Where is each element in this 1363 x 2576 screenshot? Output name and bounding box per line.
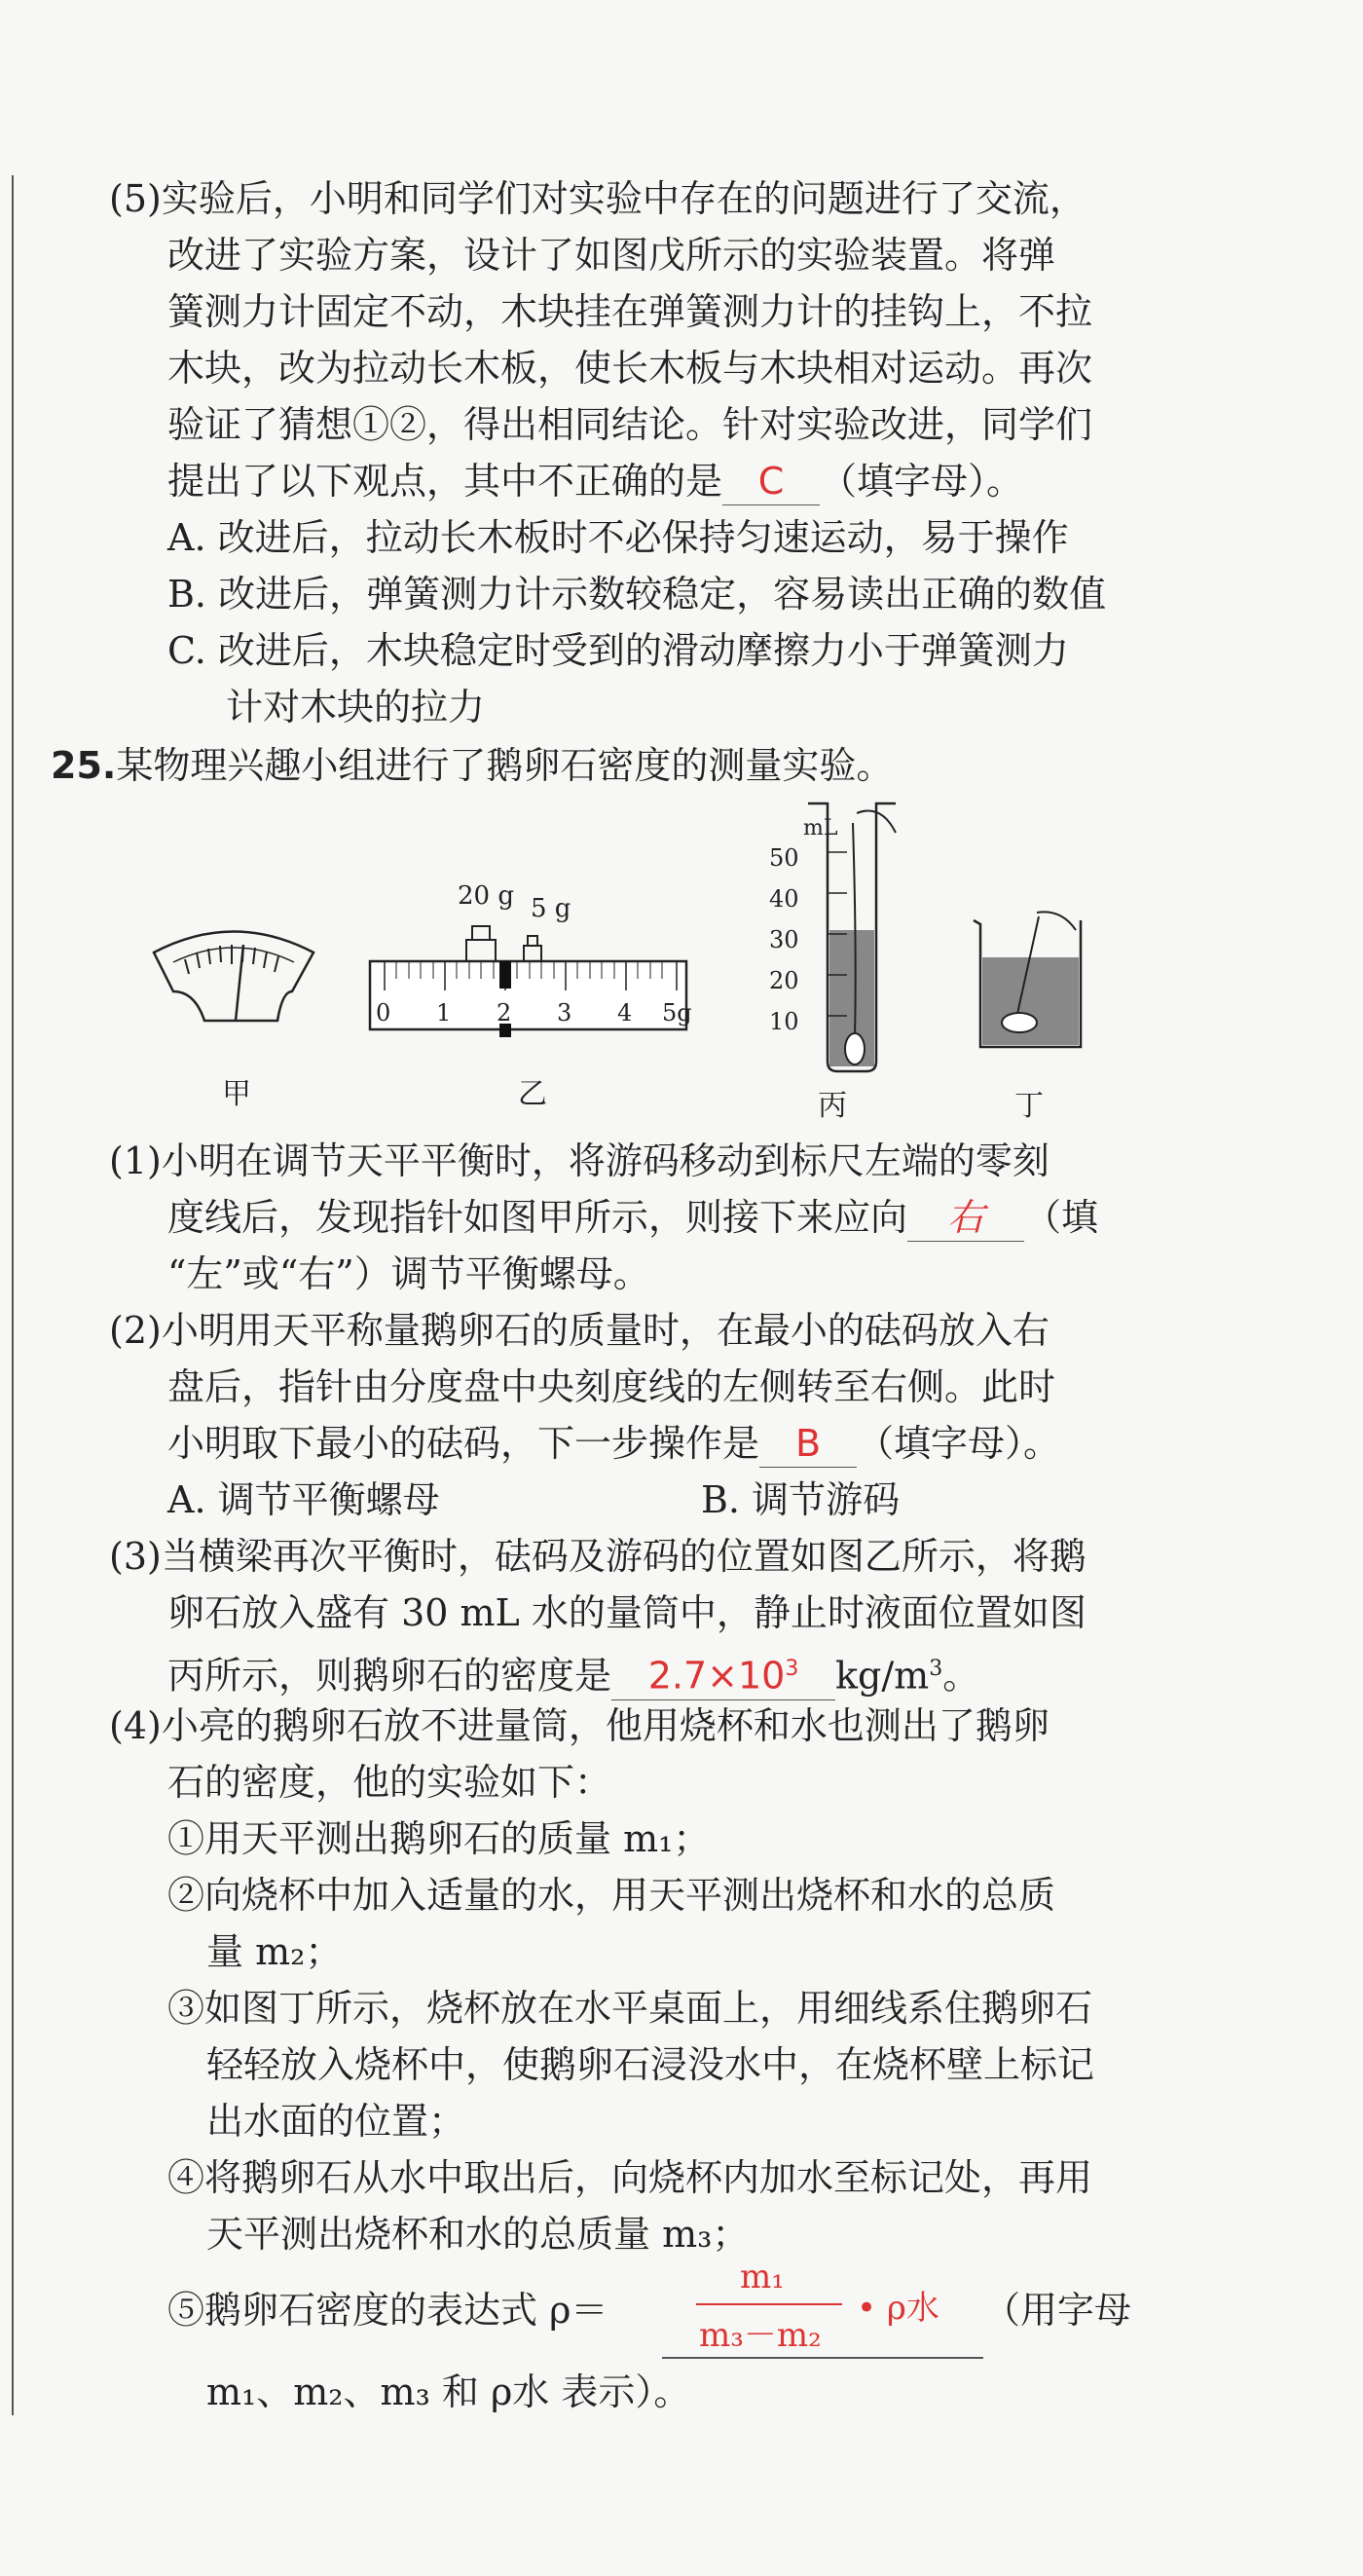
q25-p1-line2-pre: 度线后，发现指针如图甲所示，则接下来应向 — [167, 1196, 908, 1239]
q25-step3-line1: ③如图丁所示，烧杯放在水平桌面上，用细线系住鹅卵石 — [167, 1987, 1093, 2030]
q25-p3-answer-base: 2.7×10 — [647, 1654, 786, 1698]
q25-p1-line3: “左”或“右”）调节平衡螺母。 — [167, 1252, 650, 1295]
q25-p3-line1: (3)当横梁再次平衡时，砝码及游码的位置如图乙所示，将鹅 — [109, 1535, 1087, 1578]
q25-step2-line1: ②向烧杯中加入适量的水，用天平测出烧杯和水的总质 — [167, 1874, 1056, 1917]
q25-p1-line1: (1)小明在调节天平平衡时，将游码移动到标尺左端的零刻 — [109, 1139, 1050, 1182]
cylinder-tick-30: 30 — [769, 926, 799, 953]
weight-label-20g: 20 g — [458, 881, 514, 911]
q25-step4-line1: ④将鹅卵石从水中取出后，向烧杯内加水至标记处，再用 — [167, 2156, 1093, 2199]
q25-p2-line3-post: （填字母）。 — [857, 1422, 1061, 1465]
q24-option-c-line1: C. 改进后，木块稳定时受到的滑动摩擦力小于弹簧测力 — [167, 629, 1069, 672]
q25-step4-line2: 天平测出烧杯和水的总质量 m₃； — [206, 2213, 750, 2256]
q24-option-c-line2: 计对木块的拉力 — [226, 686, 486, 728]
cylinder-ticks — [769, 838, 799, 1042]
q25-p2-option-b: B. 调节游码 — [701, 1478, 901, 1521]
weight-label-5g: 5 g — [531, 894, 571, 923]
cylinder-tick-50: 50 — [769, 844, 799, 872]
q25-step2-line2: 量 m₂； — [206, 1930, 343, 1973]
q25-p2-line2: 盘后，指针由分度盘中央刻度线的左侧转至右侧。此时 — [167, 1365, 1056, 1408]
q24-p5-answer: C — [722, 458, 820, 505]
q25-p3-answer-exp: 3 — [785, 1657, 799, 1681]
cylinder-unit: mL — [803, 816, 838, 840]
fraction-bar — [696, 2303, 842, 2305]
q25-p3-line3 — [167, 1646, 979, 1700]
q25-step5-denominator: m₃－m₂ — [699, 2316, 822, 2355]
q25-step5-pre: ⑤鹅卵石密度的表达式 ρ＝ — [167, 2289, 608, 2332]
q25-number: 25. — [51, 744, 117, 787]
beaker-figure — [969, 911, 1095, 1057]
ruler-tick-3: 3 — [557, 999, 572, 1027]
q25-step5-rho-water: • ρ水 — [857, 2289, 939, 2328]
q24-option-b: B. 改进后，弹簧测力计示数较稳定，容易读出正确的数值 — [167, 573, 1107, 616]
cylinder-tick-10: 10 — [769, 1008, 799, 1035]
q25-step3-line3: 出水面的位置； — [206, 2100, 466, 2143]
q25-p3-line3-pre: 丙所示，则鹅卵石的密度是 — [167, 1654, 612, 1698]
q25-p2-line3 — [167, 1420, 1060, 1468]
q25-p3-end: 。 — [942, 1654, 980, 1698]
q24-option-a: A. 改进后，拉动长木板时不必保持匀速运动，易于操作 — [167, 516, 1069, 559]
q24-p5-line6-post: （填字母）。 — [820, 460, 1024, 503]
ruler-tick-5g: 5g — [662, 999, 692, 1027]
ruler-tick-4: 4 — [617, 999, 633, 1027]
q25-p2-line3-pre: 小明取下最小的砝码，下一步操作是 — [167, 1422, 760, 1465]
q25-p3-line2: 卵石放入盛有 30 mL 水的量筒中，静止时液面位置如图 — [167, 1591, 1087, 1634]
figure-label-yi: 乙 — [518, 1077, 547, 1111]
q24-p5-line6-pre: 提出了以下观点，其中不正确的是 — [167, 460, 723, 503]
q25-p4-line1: (4)小亮的鹅卵石放不进量筒，他用烧杯和水也测出了鹅卵 — [109, 1704, 1050, 1747]
left-margin-rule — [12, 175, 14, 2415]
q25-step5-line2: m₁、m₂、m₃ 和 ρ水 表示）。 — [206, 2371, 691, 2413]
figure-label-jia: 甲 — [222, 1077, 251, 1111]
q25-stem-line — [51, 742, 893, 789]
q25-p3-unit: kg/m — [835, 1654, 930, 1698]
q24-p5-line6 — [167, 458, 1023, 505]
q25-step5-post: （用字母 — [983, 2289, 1132, 2332]
q24-p5-line3: 簧测力计固定不动，木块挂在弹簧测力计的挂钩上，不拉 — [167, 290, 1093, 333]
step5-answer-underline — [662, 2357, 983, 2359]
figure-label-ding: 丁 — [1014, 1089, 1044, 1123]
q24-p5-line2: 改进了实验方案，设计了如图戊所示的实验装置。将弹 — [167, 234, 1056, 277]
cylinder-tick-40: 40 — [769, 885, 799, 913]
q24-p5-line5: 验证了猜想①②，得出相同结论。针对实验改进，同学们 — [167, 403, 1093, 446]
q25-step3-line2: 轻轻放入烧杯中，使鹅卵石浸没水中，在烧杯壁上标记 — [206, 2043, 1095, 2086]
q24-p5-line1: (5)实验后，小明和同学们对实验中存在的问题进行了交流， — [109, 177, 1087, 220]
q25-p2-line1: (2)小明用天平称量鹅卵石的质量时，在最小的砝码放入右 — [109, 1309, 1050, 1352]
q25-p1-line2 — [167, 1194, 1098, 1242]
ruler-with-weights-figure — [365, 920, 691, 1037]
q25-p1-answer: 右 — [907, 1194, 1024, 1242]
q25-p2-option-a: A. 调节平衡螺母 — [167, 1478, 440, 1521]
q25-p4-line2: 石的密度，他的实验如下： — [167, 1761, 612, 1804]
q25-p3-unit-exp: 3 — [929, 1657, 943, 1681]
figure-label-bing: 丙 — [818, 1089, 847, 1123]
q25-step5-numerator: m₁ — [740, 2258, 785, 2296]
q25-step1: ①用天平测出鹅卵石的质量 m₁； — [167, 1817, 711, 1860]
ruler-tick-1: 1 — [436, 999, 452, 1027]
ruler-tick-2: 2 — [497, 999, 512, 1027]
q25-p1-line2-post: （填 — [1024, 1196, 1099, 1239]
cylinder-tick-20: 20 — [769, 967, 799, 994]
q25-p2-answer: B — [759, 1420, 857, 1468]
ruler-tick-0: 0 — [376, 999, 391, 1027]
q25-stem: 某物理兴趣小组进行了鹅卵石密度的测量实验。 — [116, 744, 894, 787]
balance-dial-figure — [146, 915, 321, 1047]
q25-p3-answer — [611, 1646, 835, 1700]
q24-p5-line4: 木块，改为拉动长木板，使长木板与木块相对运动。再次 — [167, 347, 1093, 390]
